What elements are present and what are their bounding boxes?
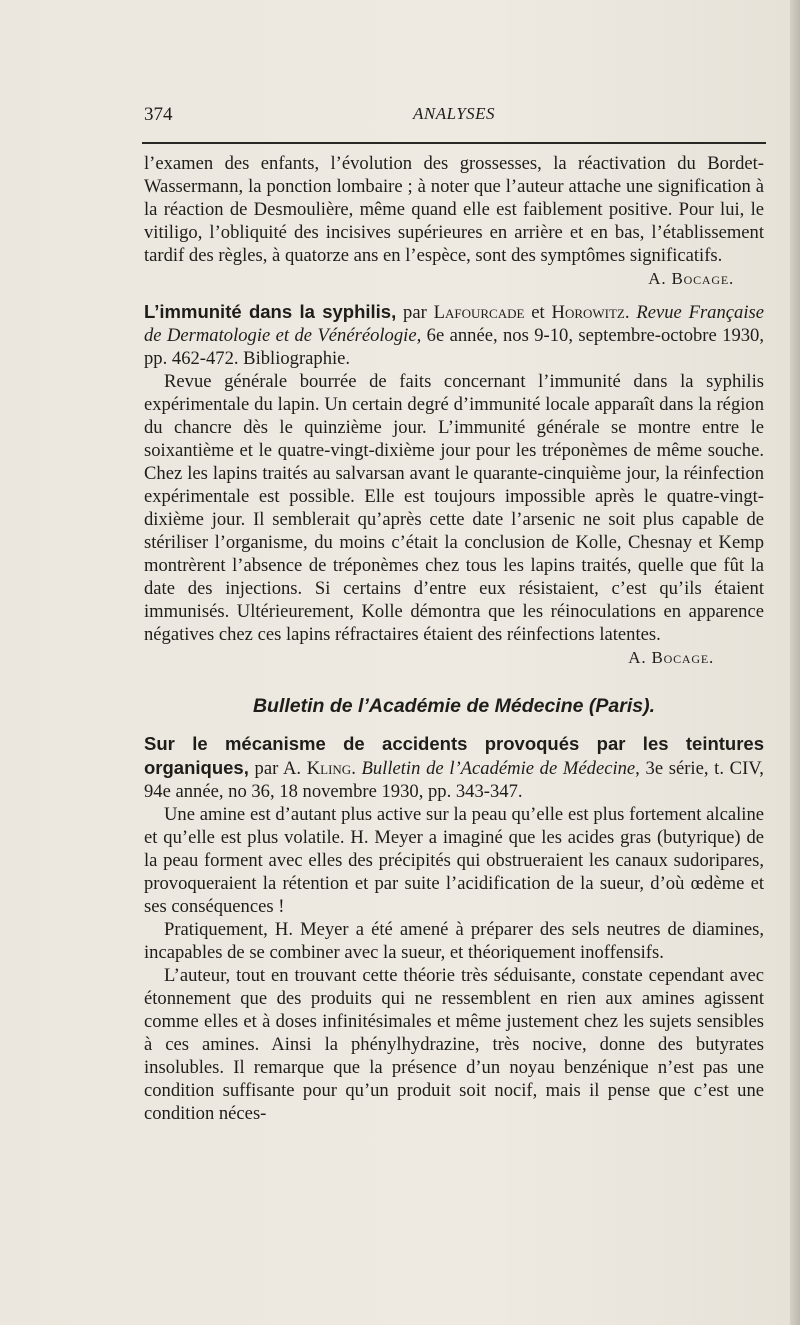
page-header xyxy=(144,104,764,130)
signature: A. Bocage. xyxy=(628,648,714,667)
article-paragraph: L’auteur, tout en trouvant cette théorie très séduisante, constate cependant avec étonnement que des produits qui ne ressemblent en rien aux amines agissent comme elles et à doses infinitésimales et même justement chez les sujets sensibles à ces amines. Ainsi la phénylhydrazine, très nocive, donne des butyrates insolubles. Il remarque que la présence d’un noyau benzénique n’est pas une condition suffisante pour qu’un produit soit nocif, mais il pense que c’est une condition néces- xyxy=(144,965,764,1124)
article-author: Lafourcade xyxy=(433,302,525,323)
article-title: Sur le mécanisme de accidents provoqués par les teintures organiques, xyxy=(144,733,764,778)
article-heading xyxy=(144,300,764,370)
header-rule xyxy=(142,142,766,144)
article-by: par A. xyxy=(254,758,302,779)
article-title: L’immunité dans la syphilis, xyxy=(144,301,397,322)
article-journal: Revue Française de Dermatologie et de Vénéréologie, xyxy=(144,302,764,346)
article-heading xyxy=(144,732,764,803)
article-author: Horowitz. xyxy=(551,302,630,323)
page-edge-shadow xyxy=(790,0,800,1325)
article-body: Revue générale bourrée de faits concernant l’immunité dans la syphilis expérimentale du lapin. Un certain degré d’immunité locale apparaît dans la région du chancre dès le quinzième jour. L’immunité générale se montre entre le soixantième et le quatre-vingt-dixième jour pour les tréponèmes de même souche. Chez les lapins traités au salvarsan avant le quarante-cinquième jour, la réinfection expérimentale est possible. Elle est toujours impossible après le quatre-vingt-dixième jour. Il semblerait qu’après cette date l’arsenic ne soit plus capable de stériliser l’organisme, du moins c’était la conclusion de Kolle, Chesnay et Kemp montrèrent l’absence de tréponèmes chez tous les lapins traités, quelle que fût la date des injections. Si certains d’entre eux résistaient, c’est qu’ils étaient immunisés. Ultérieurement, Kolle démontra que les réinoculations en apparence négatives chez ces lapins réfractaires étaient des réinfections latentes. A. Bocage. xyxy=(144,371,764,667)
page-number: 374 xyxy=(144,104,173,125)
signature: A. Bocage. xyxy=(648,269,734,288)
article-author: Kling. xyxy=(306,758,356,779)
article-paragraph: Pratiquement, H. Meyer a été amené à préparer des sels neutres de diamines, incapables de se combiner avec la sueur, et théoriquement inoffensifs. xyxy=(144,919,764,963)
article-paragraph: Une amine est d’autant plus active sur la peau qu’elle est plus fortement alcaline et qu’elle est plus volatile. H. Meyer a imaginé que les acides gras (butyrique) de la peau forment avec elles des précipités qui obstrueraient les canaux sudoripares, provoqueraient la rétention et par suite l’acidification de la sueur, d’où œdème et ses conséquences ! xyxy=(144,804,764,917)
running-title: ANALYSES xyxy=(412,104,496,123)
article-details: 6e année, nos 9-10, septembre-octobre 1930, pp. 462-472. Bibliographie. xyxy=(144,325,764,369)
article-journal: Bulletin de l’Académie de Médecine, xyxy=(361,758,640,779)
article-by: par xyxy=(403,302,427,323)
continued-paragraph: l’examen des enfants, l’évolution des grossesses, la réactivation du Bordet-Wassermann, la ponction lombaire ; à noter que l’auteur attache une signification à la réaction de Desmoulière, même quand elle est faiblement positive. Pour lui, le vitiligo, l’obliquité des incisives supérieures en arrière et en bas, l’établissement tardif des règles, à quatorze ans en l’espèce, sont des symptômes significatifs. xyxy=(144,153,764,266)
article-and: et xyxy=(531,302,545,323)
page-body xyxy=(144,152,764,1125)
article-details: 3e série, t. CIV, 94e année, no 36, 18 novembre 1930, pp. 343-347. xyxy=(144,758,764,802)
section-title: Bulletin de l’Académie de Médecine (Paris). xyxy=(252,695,656,717)
